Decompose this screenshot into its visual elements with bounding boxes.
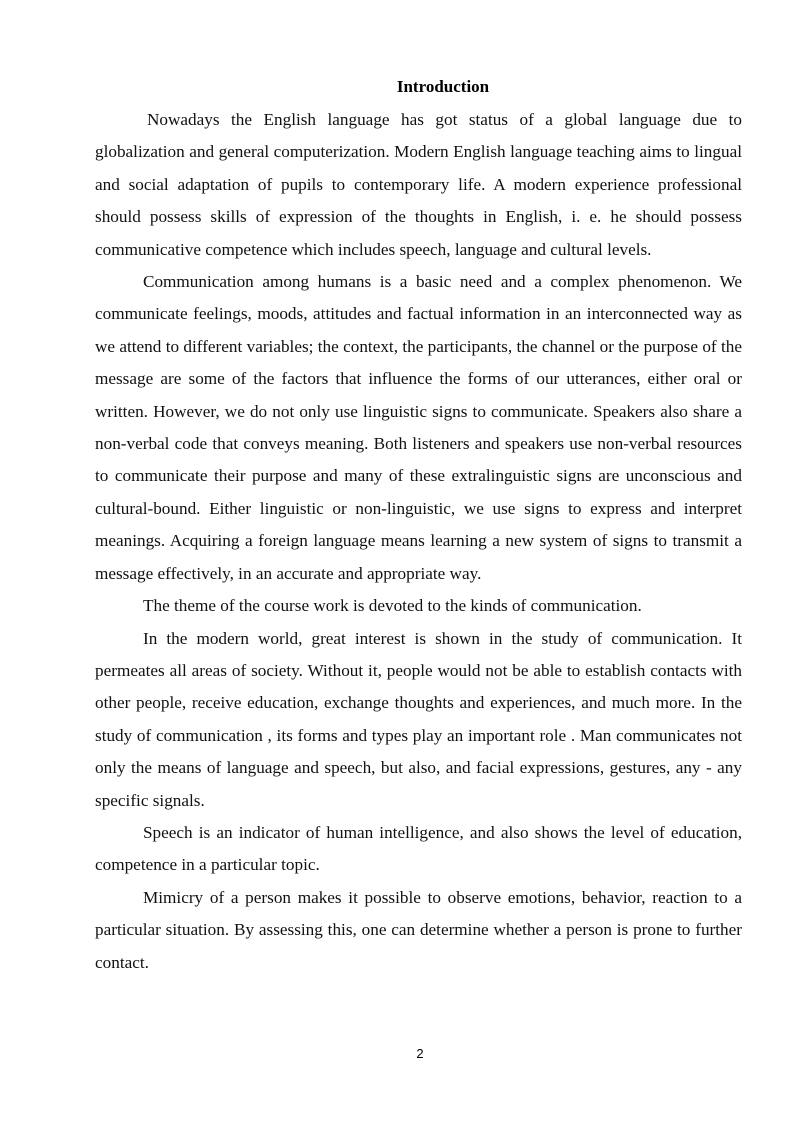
section-title: Introduction bbox=[396, 77, 490, 96]
page-number: 2 bbox=[416, 1046, 424, 1061]
paragraph: Nowadays the English language has got status of a global language due to globalization and general computerization. Modern English language teaching aims to lingual and social adaptation of pupils to contemporary life. A modern experience professional should possess skills of expression of the thoughts in English, i. e. he should possess communicative competence which includes speech, language and cultural levels. bbox=[95, 110, 742, 259]
paragraph: Communication among humans is a basic need and a complex phenomenon. We communicate feelings, moods, attitudes and factual information in an interconnected way as we attend to different variables; the context, the participants, the channel or the purpose of the message are some of the factors that influence the forms of our utterances, either oral or written. However, we do not only use linguistic signs to communicate. Speakers also share a non-verbal code that conveys meaning. Both listeners and speakers use non-verbal resources to communicate their purpose and many of these extralinguistic signs are unconscious and cultural-bound. Either linguistic or non-linguistic, we use signs to express and interpret meanings. Acquiring a foreign language means learning a new system of signs to transmit a message effectively, in an accurate and appropriate way. bbox=[95, 272, 742, 583]
paragraph: In the modern world, great interest is shown in the study of communication. It permeates all areas of society. Without it, people would not be able to establish contacts with other people, receive education, exchange thoughts and experiences, and much more. In the study of communication , its forms and types play an important role . Man communicates not only the means of language and speech, but also, and facial expressions, gestures, any - any specific signals. bbox=[95, 628, 742, 810]
paragraph: Mimicry of a person makes it possible to observe emotions, behavior, reaction to a particular situation. By assessing this, one can determine whether a person is prone to further contact. bbox=[95, 887, 742, 972]
body-text bbox=[95, 104, 742, 979]
paragraph: The theme of the course work is devoted to the kinds of communication. bbox=[143, 596, 642, 616]
paragraph: Speech is an indicator of human intelligence, and also shows the level of education, competence in a particular topic. bbox=[95, 822, 742, 875]
